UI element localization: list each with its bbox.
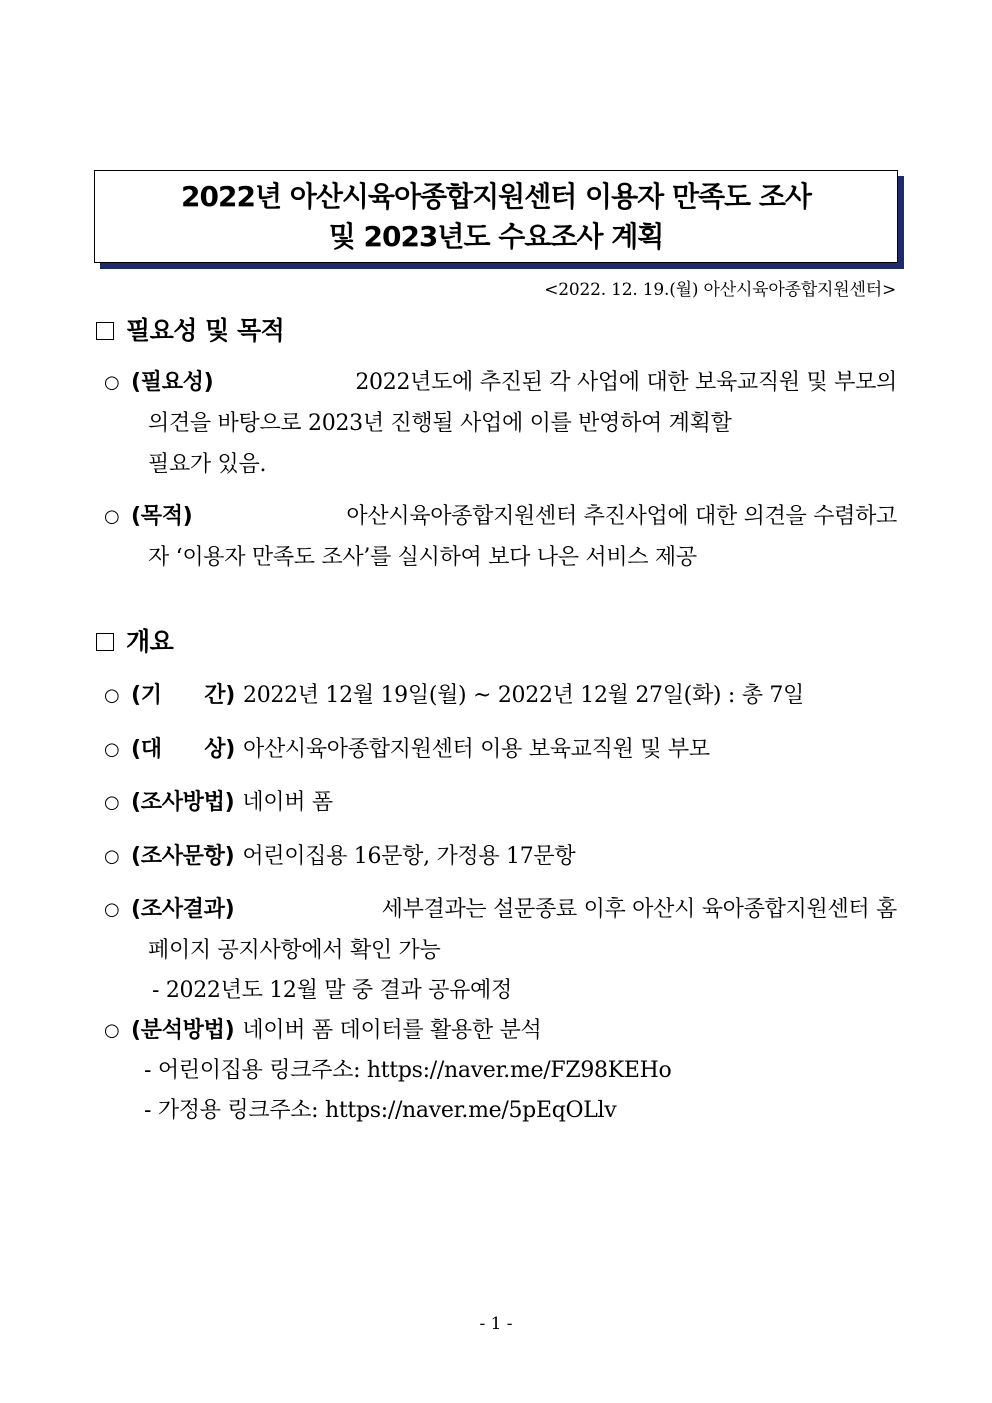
item-text: 네이버 폼 (242, 790, 333, 815)
link-daycare: - 어린이집용 링크주소: https://naver.me/FZ98KEHo (144, 1058, 672, 1083)
item-goal (104, 496, 897, 578)
checkbox-square-icon (96, 633, 114, 651)
bullet-circle-icon: ○ (104, 506, 120, 527)
item-results (104, 889, 897, 1011)
item-label: (조사문항) (131, 844, 235, 869)
label-part-close: 간) (204, 683, 235, 708)
item-text: 네이버 폼 데이터를 활용한 분석 (242, 1018, 542, 1043)
item-label: (조사방법) (131, 790, 235, 815)
item-questions (104, 836, 897, 877)
item-subnote: - 2022년도 12월 말 중 결과 공유예정 (152, 978, 512, 1003)
item-period (104, 675, 897, 716)
item-text: 아산시육아종합지원센터 이용 보육교직원 및 부모 (243, 737, 710, 762)
item-text-line-2: 자 ‘이용자 만족도 조사’를 실시하여 보다 나은 서비스 제공 (148, 545, 697, 570)
bullet-circle-icon: ○ (104, 792, 120, 813)
item-text-line-1: 아산시육아종합지원센터 추진사업에 대한 의견을 수렴하고 (346, 504, 897, 529)
label-part-open: (대 (131, 737, 162, 762)
item-text-line-1: 세부결과는 설문종료 이후 아산시 육아종합지원센터 홈 (381, 897, 897, 922)
item-target (104, 729, 897, 770)
item-text-line-2: 페이지 공지사항에서 확인 가능 (148, 938, 441, 963)
item-label: (조사결과) (131, 897, 235, 922)
checkbox-square-icon (96, 322, 114, 340)
bullet-circle-icon: ○ (104, 372, 120, 393)
bullet-circle-icon: ○ (104, 739, 120, 760)
page-number: - 1 - (479, 1314, 513, 1334)
item-analysis (104, 1010, 897, 1131)
section-title: 필요성 및 목적 (126, 316, 285, 345)
item-label: (필요성) (131, 370, 214, 395)
date-line: <2022. 12. 19.(월) 아산시육아종합지원센터> (544, 280, 896, 300)
link-home: - 가정용 링크주소: https://naver.me/5pEqOLlv (144, 1098, 617, 1123)
section-heading-overview (96, 622, 173, 658)
item-label (131, 675, 235, 716)
item-label: (분석방법) (131, 1018, 235, 1043)
section-title: 개요 (126, 627, 174, 656)
item-text-line-2: 의견을 바탕으로 2023년 진행될 사업에 이를 반영하여 계획할 (148, 411, 732, 436)
bullet-circle-icon: ○ (104, 846, 120, 867)
item-text: 어린이집용 16문항, 가정용 17문항 (242, 844, 576, 869)
bullet-circle-icon: ○ (104, 685, 120, 706)
item-text-line-1: 2022년도에 추진된 각 사업에 대한 보육교직원 및 부모의 (355, 370, 897, 395)
label-part-open: (기 (131, 683, 162, 708)
item-method (104, 782, 897, 823)
label-part-close: 상) (204, 737, 235, 762)
title-frame (94, 170, 898, 263)
title-line-2: 및 2023년도 수요조사 계획 (328, 219, 664, 253)
section-heading-purpose (96, 311, 284, 347)
item-label (131, 729, 235, 770)
item-text: 2022년 12월 19일(월) ~ 2022년 12월 27일(화) : 총 7일 (243, 683, 804, 708)
item-text-line-3: 필요가 있음. (148, 452, 267, 477)
bullet-circle-icon: ○ (104, 1020, 120, 1041)
title-line-1: 2022년 아산시육아종합지원센터 이용자 만족도 조사 (181, 179, 811, 213)
bullet-circle-icon: ○ (104, 899, 120, 920)
title-box (94, 170, 904, 270)
item-label: (목적) (131, 504, 193, 529)
item-necessity (104, 362, 897, 485)
